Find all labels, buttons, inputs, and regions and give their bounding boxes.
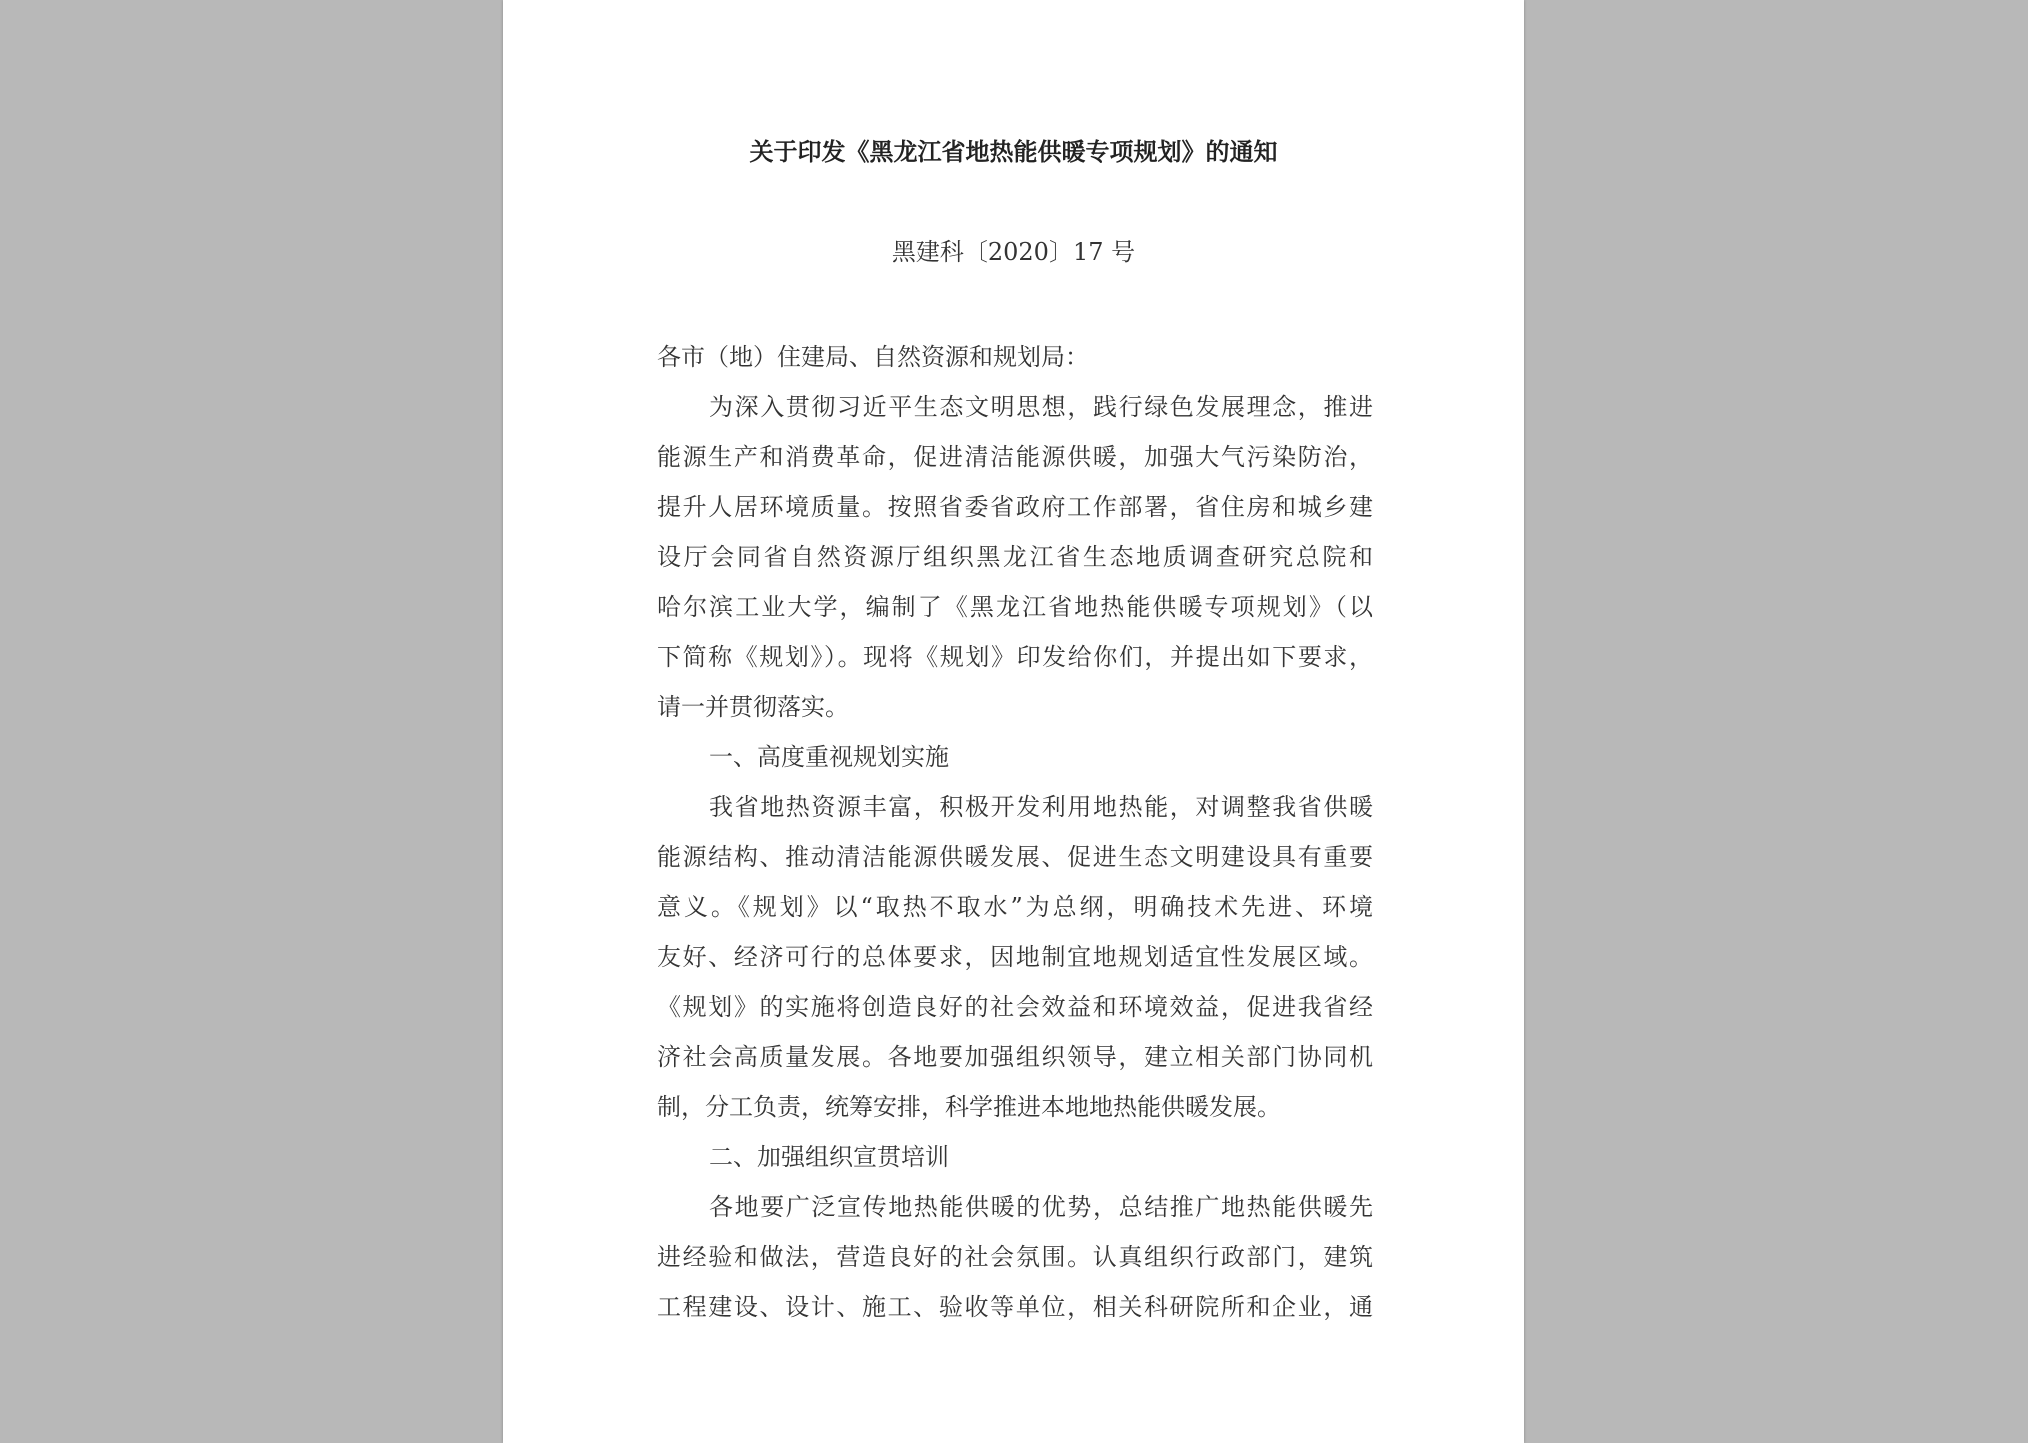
section-heading: 二、加强组织宣贯培训 (709, 1143, 949, 1171)
paragraph-line: 请一并贯彻落实。 (657, 693, 849, 721)
paragraph-line: 各地要广泛宣传地热能供暖的优势，总结推广地热能供暖先 (709, 1193, 1373, 1221)
paragraph-line: 《规划》的实施将创造良好的社会效益和环境效益，促进我省经 (657, 993, 1373, 1021)
paragraph-line: 友好、经济可行的总体要求，因地制宜地规划适宜性发展区域。 (657, 943, 1373, 971)
paragraph-line: 我省地热资源丰富，积极开发利用地热能，对调整我省供暖 (709, 793, 1373, 821)
paragraph-line: 制，分工负责，统筹安排，科学推进本地地热能供暖发展。 (657, 1093, 1281, 1121)
paragraph-line: 设厅会同省自然资源厅组织黑龙江省生态地质调查研究总院和 (657, 543, 1373, 571)
section-heading: 一、高度重视规划实施 (709, 743, 949, 771)
addressee: 各市（地）住建局、自然资源和规划局： (657, 343, 1089, 371)
document-number: 黑建科〔2020〕17 号 (891, 238, 1136, 266)
paragraph-line: 提升人居环境质量。按照省委省政府工作部署，省住房和城乡建 (657, 493, 1373, 521)
paragraph-line: 意义。《规划》以“取热不取水”为总纲，明确技术先进、环境 (657, 893, 1373, 921)
paragraph-line: 下简称《规划》）。现将《规划》印发给你们，并提出如下要求， (657, 643, 1373, 671)
document-page (503, 0, 1524, 1443)
paragraph-line: 工程建设、设计、施工、验收等单位，相关科研院所和企业，通 (657, 1293, 1373, 1321)
paragraph-line: 济社会高质量发展。各地要加强组织领导，建立相关部门协同机 (657, 1043, 1373, 1071)
paragraph-line: 能源结构、推动清洁能源供暖发展、促进生态文明建设具有重要 (657, 843, 1373, 871)
paragraph-line: 为深入贯彻习近平生态文明思想，践行绿色发展理念，推进 (709, 393, 1373, 421)
paragraph-line: 能源生产和消费革命，促进清洁能源供暖，加强大气污染防治， (657, 443, 1373, 471)
paragraph-line: 进经验和做法，营造良好的社会氛围。认真组织行政部门，建筑 (657, 1243, 1373, 1271)
document-body (657, 332, 1373, 1332)
document-title: 关于印发《黑龙江省地热能供暖专项规划》的通知 (749, 137, 1278, 166)
paragraph-line: 哈尔滨工业大学，编制了《黑龙江省地热能供暖专项规划》（以 (657, 593, 1373, 621)
